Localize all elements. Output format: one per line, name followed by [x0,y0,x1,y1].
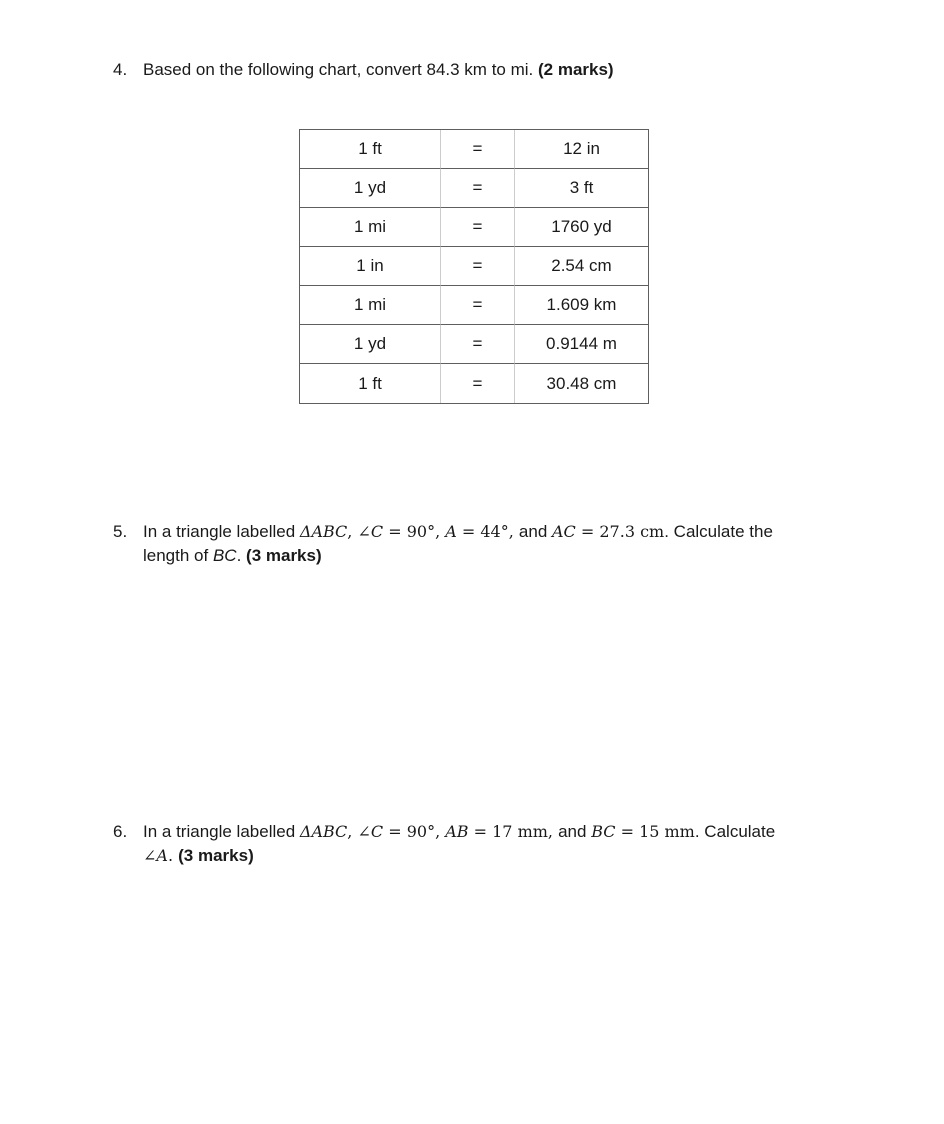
math-text: , [347,822,358,841]
question-text: . [236,546,247,565]
question-text: . Calculate [694,822,776,841]
table-cell-equals: = [440,286,514,325]
table-cell-unit: 1 ft [358,373,382,393]
angle-icon: ∠ [357,522,371,541]
question-4 [113,58,614,82]
table-cell-equals: = [440,364,514,403]
question-text: and [518,522,552,541]
table-cell-unit: 1 yd [300,325,440,364]
question-6-body [143,820,775,868]
angle-icon: ∠ [143,846,157,865]
table-cell-value: 1760 yd [514,208,648,247]
question-5-body [143,520,773,568]
table-cell-equals: = [440,325,514,364]
marks-label: (3 marks) [246,546,322,565]
table-cell-unit: 1 mi [300,286,440,325]
table-cell-unit: 1 in [300,247,440,286]
table-cell-value: 1.609 km [514,286,648,325]
math-text: , [347,522,358,541]
question-4-number: 4. [113,60,128,79]
question-6-line-1 [143,820,775,844]
table-cell-value: 3 ft [514,169,648,208]
math-variable: AB [445,822,469,841]
table-cell-equals: = [440,208,514,247]
table-cell-value: 12 in [514,130,648,169]
question-4-body [143,58,614,82]
math-triangle-name: ΔABC [299,822,348,841]
question-text: In a triangle labelled [143,822,300,841]
question-text: . Calculate the [664,522,773,541]
math-variable: C [370,522,384,541]
question-5 [113,520,773,568]
angle-icon: ∠ [357,822,371,841]
question-6-number: 6. [113,822,128,841]
math-variable: BC [212,546,237,565]
math-text: = 90°, [383,822,446,841]
table-cell-value: 2.54 cm [514,247,648,286]
table-cell-value: 0.9144 m [514,325,648,364]
math-variable: BC [591,822,616,841]
table-cell-equals: = [440,130,514,169]
table-cell-unit: 1 yd [300,169,440,208]
question-6 [113,820,775,868]
math-variable: AC [552,522,576,541]
table-cell-value: 30.48 cm [514,364,648,403]
math-variable: C [370,822,384,841]
question-text: length of [143,546,213,565]
marks-label: (2 marks) [537,60,614,79]
math-text: . [167,846,179,865]
question-4-line-1 [143,58,614,82]
math-text: = 27.3 cm [575,522,665,541]
marks-label: (3 marks) [178,846,254,865]
math-variable: A [445,522,457,541]
question-5-line-1 [143,520,773,544]
table-cell-equals: = [440,247,514,286]
math-variable: A [156,846,168,865]
question-text: Based on the following chart, convert 84.3 km to mi. [143,60,538,79]
conversion-table [299,129,649,404]
question-text: and [558,822,592,841]
math-text: = 15 mm [615,822,695,841]
math-triangle-name: ΔABC [299,522,348,541]
math-text: = 90°, [383,522,446,541]
math-text: = 44°, [456,522,519,541]
table-cell-unit: 1 mi [300,208,440,247]
question-5-line-2 [143,544,773,568]
question-5-number: 5. [113,522,128,541]
table-cell-equals: = [440,169,514,208]
math-text: = 17 mm, [468,822,559,841]
question-text: In a triangle labelled [143,522,300,541]
question-6-line-2 [143,844,775,868]
table-cell-unit: 1 ft [300,130,440,169]
